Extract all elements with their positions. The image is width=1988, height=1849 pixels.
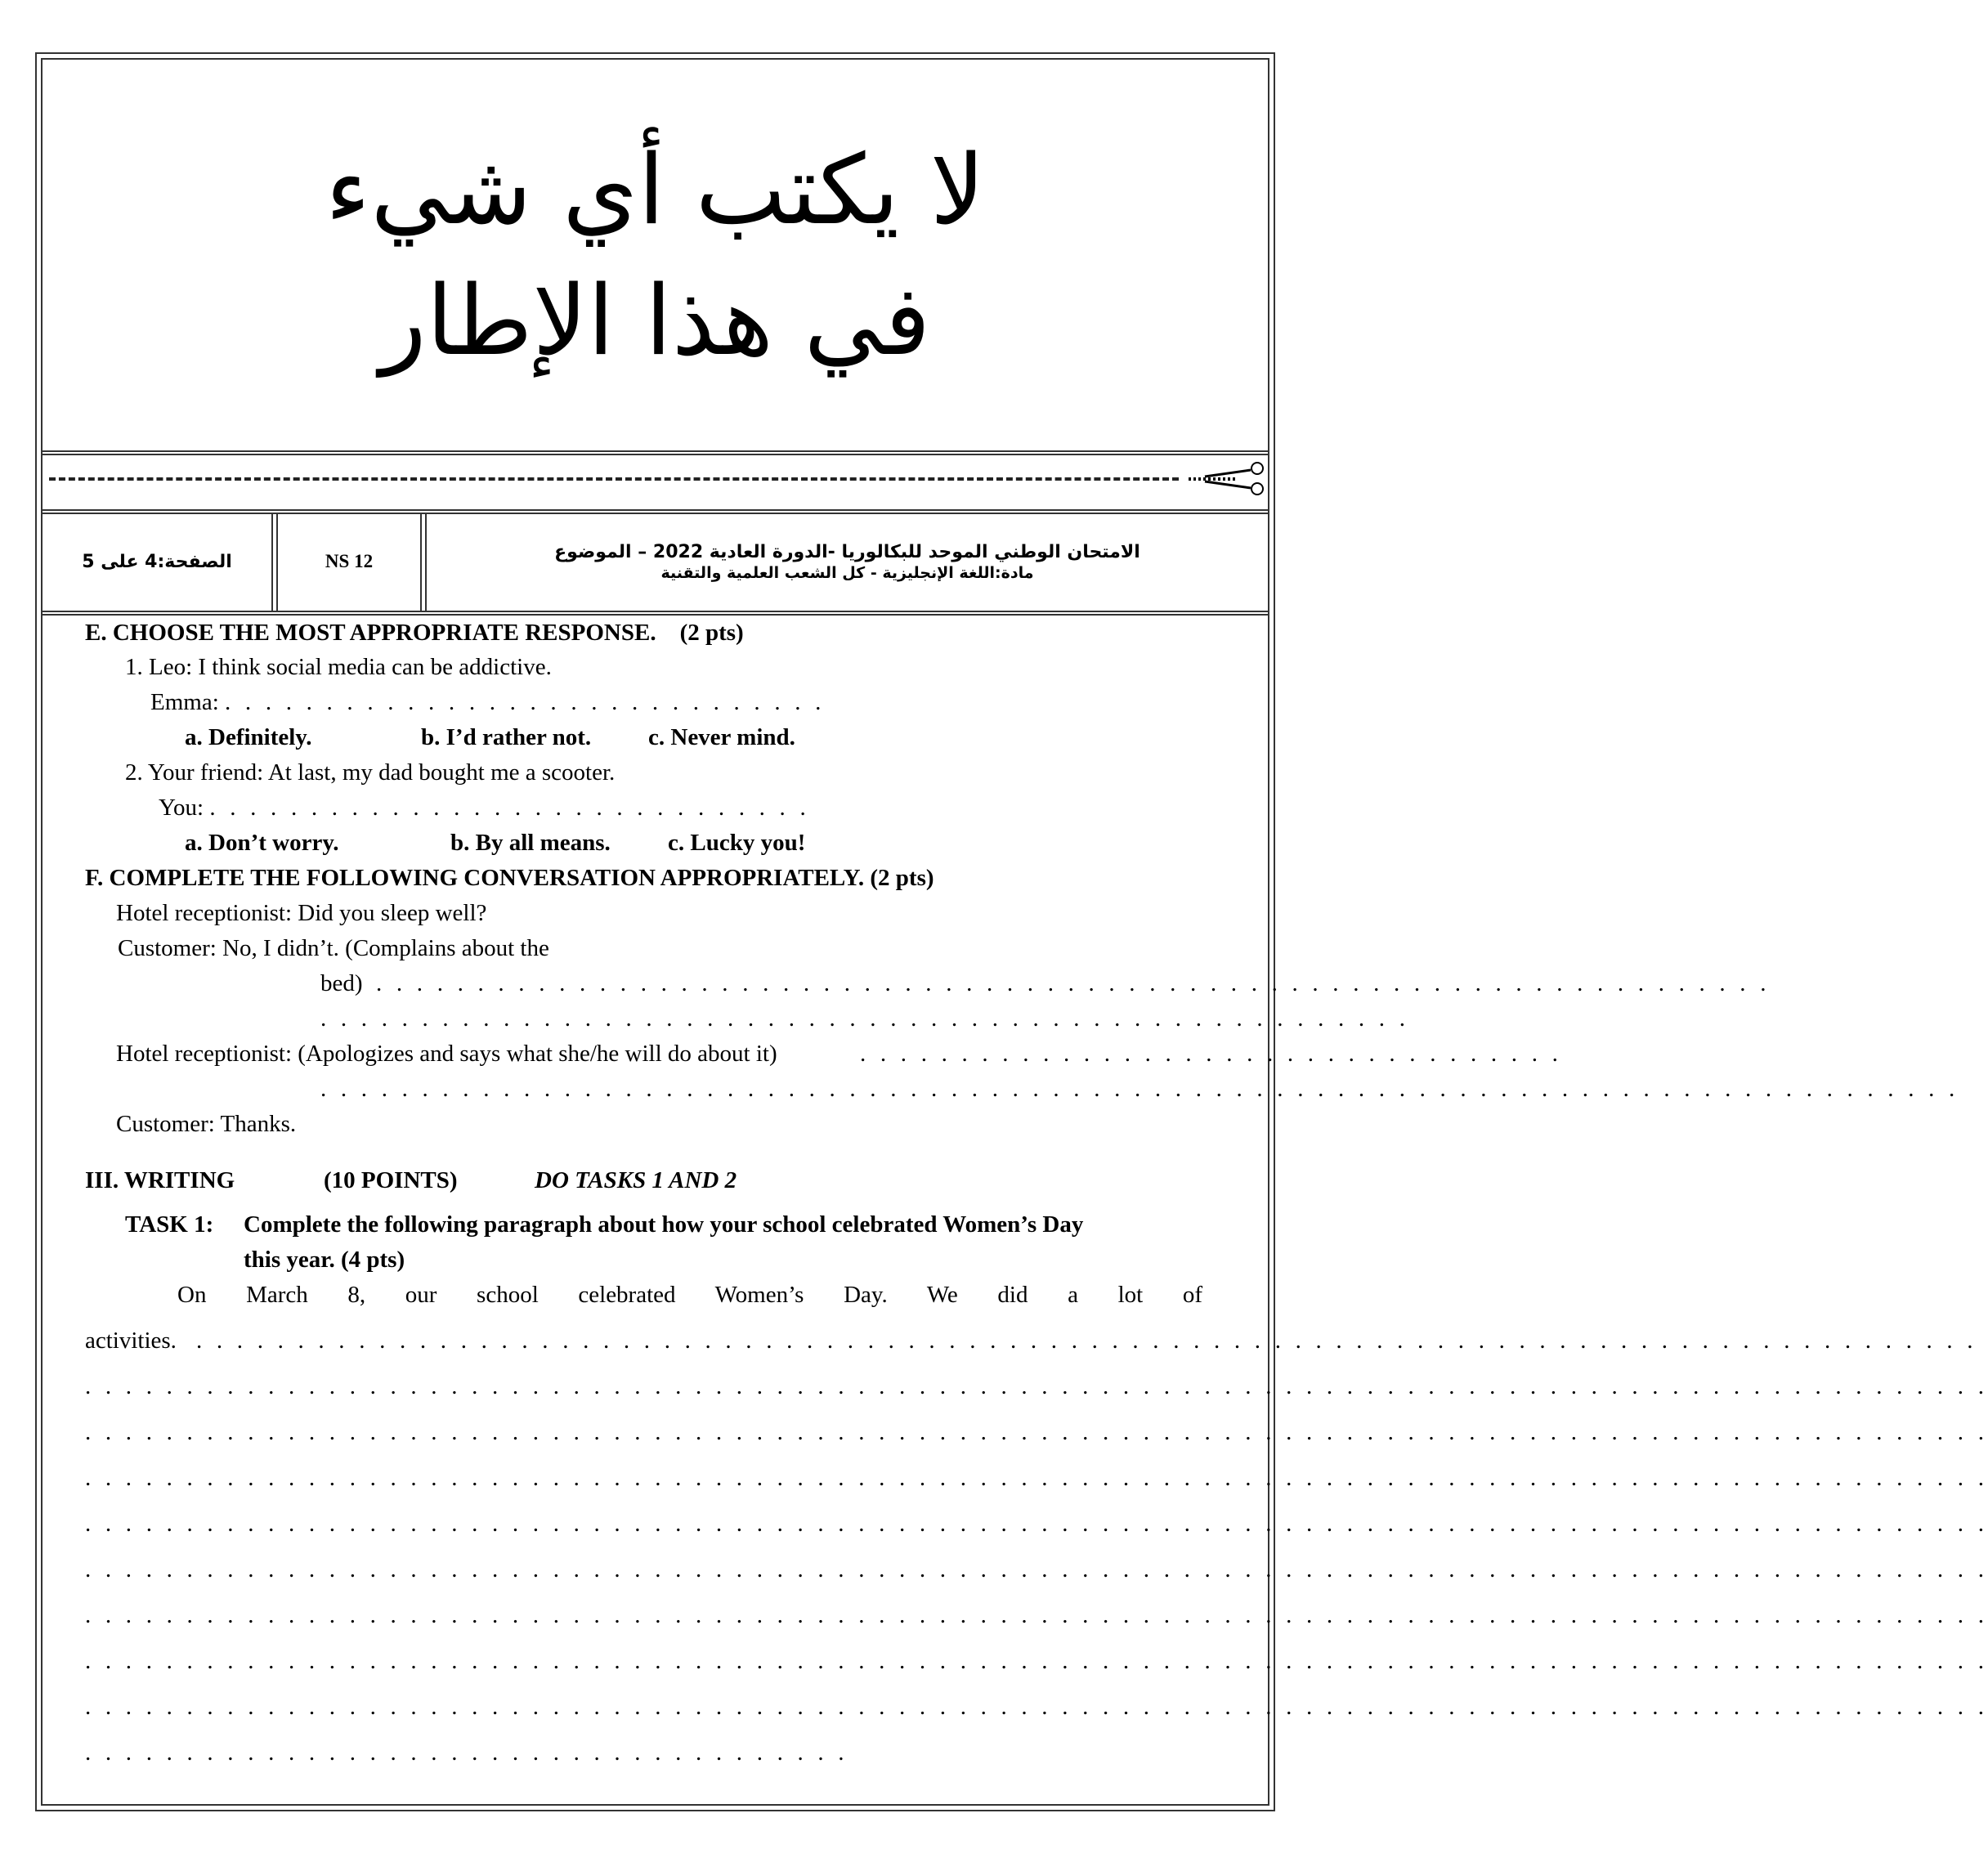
question-2: 2. Your friend: At last, my dad bought me a scooter. [125, 759, 616, 786]
question-2-option-b: b. By all means. [450, 830, 611, 856]
divider [41, 454, 1269, 455]
writing-line[interactable]: . . . . . . . . . . . . . . . . . . . . . . . . . . . . . . . . . . . . . . . . . . . . . . . . . . . . . . . . . . . . . . . . . . . . . . . . . . . . . . . . . . . . . . . . . . . . . . [85, 1694, 1988, 1720]
dashed-cut-line [49, 477, 1179, 481]
writing-line[interactable]: . . . . . . . . . . . . . . . . . . . . . . . . . . . . . . . . . . . . . . . . . . . . . . . . . . . . . . . . . . . . . . . . . . . . . . . . . . . . . . . . . . . . . . . . . . . . . . [85, 1556, 1988, 1583]
section-e-points: (2 pts) [679, 620, 744, 646]
question-2-option-a: a. Don’t worry. [185, 830, 339, 856]
answer-blank[interactable]: . . . . . . . . . . . . . . . . . . . . . . . . . . . . . . [225, 689, 826, 715]
question-1: 1. Leo: I think social media can be addictive. [125, 654, 552, 680]
divider [41, 614, 1269, 616]
conversation-line-3: Hotel receptionist: (Apologizes and says what she/he will do about it) [116, 1041, 777, 1067]
section-f-title: F. COMPLETE THE FOLLOWING CONVERSATION APPROPRIATELY. (2 pts) [85, 865, 934, 891]
answer-blank[interactable]: . . . . . . . . . . . . . . . . . . . . . . . . . . . . . . [209, 795, 810, 821]
question-1-option-c: c. Never mind. [648, 724, 795, 750]
exam-code: NS 12 [278, 513, 422, 611]
writing-line[interactable]: . . . . . . . . . . . . . . . . . . . . . . . . . . . . . . . . . . . . . . . . . . . . . . . . . . . . . . . . . . . . . . . . . . . . . . . . . . . . . . . . . . . . . . . . . . . . . . [85, 1373, 1988, 1399]
writing-line[interactable]: . . . . . . . . . . . . . . . . . . . . . . . . . . . . . . . . . . . . . . [85, 1739, 848, 1766]
conversation-bed-label: bed) [320, 970, 363, 996]
answer-blank[interactable]: . . . . . . . . . . . . . . . . . . . . . . . . . . . . . . . . . . . . . . . . . . . . . . . . . . . . . . . . . . . . . . . . . . . . . . . . . . . . . . . . . [320, 1076, 1959, 1102]
divider [41, 509, 1269, 511]
do-not-write-box [43, 60, 1268, 450]
conversation-line-4: Customer: Thanks. [116, 1111, 297, 1137]
writing-instruction: DO TASKS 1 AND 2 [535, 1167, 737, 1193]
exam-title-cell [427, 513, 1268, 611]
writing-line[interactable]: . . . . . . . . . . . . . . . . . . . . . . . . . . . . . . . . . . . . . . . . . . . . . . . . . . . . . . . . . . . . . . . . . . . . . . . . . . . . . . . . . . . . . . . . . . . . . . [85, 1648, 1988, 1674]
writing-points: (10 POINTS) [324, 1167, 458, 1193]
task-1-instruction-cont: this year. (4 pts) [244, 1247, 405, 1273]
task-1-instruction: Complete the following paragraph about how your school celebrated Women’s Day [244, 1211, 1084, 1238]
section-e-title [85, 619, 744, 647]
answer-blank[interactable]: . . . . . . . . . . . . . . . . . . . . . . . . . . . . . . . . . . . . . . . . . . . . . . . . . . . . . . [320, 1005, 1410, 1032]
exam-subject: مادة:اللغة الإنجليزية - كل الشعب العلمية والتقنية [660, 564, 1034, 582]
writing-title: III. WRITING [85, 1167, 235, 1193]
writing-line[interactable]: . . . . . . . . . . . . . . . . . . . . . . . . . . . . . . . . . . . . . . . . . . . . . . . . . . . . . . . . . . . . . . . . . . . . . . . . . . . . . . . . . . . . . . . . . . . . . . [85, 1465, 1988, 1491]
exam-title: الامتحان الوطني الموحد للبكالوريا -الدورة العادية 2022 – الموضوع [554, 542, 1140, 562]
writing-line[interactable]: . . . . . . . . . . . . . . . . . . . . . . . . . . . . . . . . . . . . . . . . . . . . . . . . . . . . . . . . . . . . . . . . . . . . . . . . . . . . . . . . . . . . . . . . . . . . . . [85, 1419, 1988, 1445]
scissors-icon [1189, 462, 1267, 495]
answer-prompt: You: [159, 795, 204, 821]
writing-line[interactable]: . . . . . . . . . . . . . . . . . . . . . . . . . . . . . . . . . . . . . . . . . . . . . . . . . . . . . . . . . . . . . . . . . . . . . . . . . . . . . . . . . . . . . . . . . . . . . . [85, 1511, 1988, 1537]
page-number: الصفحة:4 على 5 [43, 513, 273, 611]
question-1-option-b: b. I’d rather not. [421, 724, 592, 750]
question-1-answer-line [150, 688, 826, 716]
question-2-answer-line [159, 794, 810, 822]
exam-header [43, 513, 1268, 611]
question-2-option-c: c. Lucky you! [668, 830, 806, 856]
conversation-line-1: Hotel receptionist: Did you sleep well? [116, 900, 487, 926]
writing-line[interactable]: . . . . . . . . . . . . . . . . . . . . . . . . . . . . . . . . . . . . . . . . . . . . . . . . . . . . . . . . . . . . . . . . . . . . . . . . . . . . . . . . . . . . . . . . [196, 1327, 1977, 1354]
do-not-write-line-1: لا يكتب أي شيء [325, 133, 986, 246]
paragraph-start: On March 8, our school celebrated Women’s Day. We did a lot of [177, 1282, 1202, 1308]
task-1-label: TASK 1: [125, 1211, 214, 1238]
answer-blank[interactable]: . . . . . . . . . . . . . . . . . . . . . . . . . . . . . . . . . . . [860, 1041, 1563, 1067]
divider [41, 450, 1269, 452]
writing-line[interactable]: . . . . . . . . . . . . . . . . . . . . . . . . . . . . . . . . . . . . . . . . . . . . . . . . . . . . . . . . . . . . . . . . . . . . . . . . . . . . . . . . . . . . . . . . . . . . . . [85, 1602, 1988, 1628]
section-e-title-text: E. CHOOSE THE MOST APPROPRIATE RESPONSE. [85, 620, 656, 646]
question-1-option-a: a. Definitely. [185, 724, 312, 750]
cut-line [49, 462, 1267, 495]
do-not-write-line-2: في هذا الإطار [379, 264, 931, 377]
divider [41, 611, 1269, 612]
answer-blank[interactable]: . . . . . . . . . . . . . . . . . . . . . . . . . . . . . . . . . . . . . . . . . . . . . . . . . . . . . . . . . . . . . . . . . . . . . [376, 970, 1771, 996]
answer-prompt: Emma: [150, 689, 219, 715]
conversation-line-2: Customer: No, I didn’t. (Complains about the [118, 935, 549, 961]
paragraph-start-cont: activities. [85, 1327, 177, 1354]
